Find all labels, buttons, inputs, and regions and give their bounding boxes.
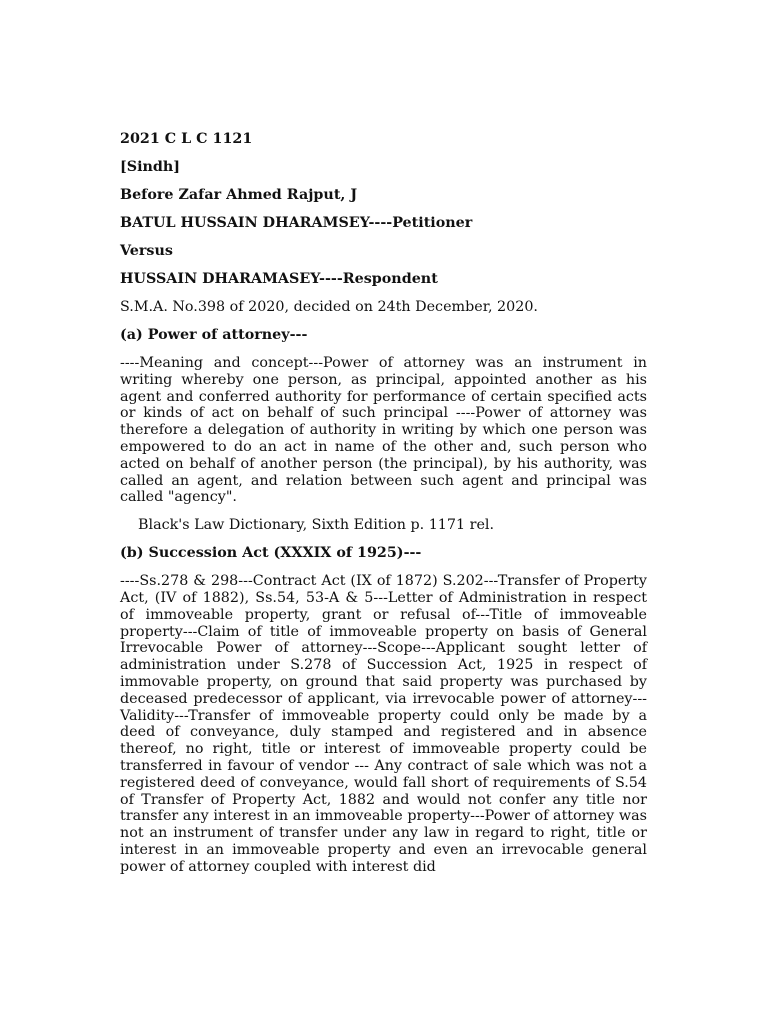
case-number: S.M.A. No.398 of 2020, decided on 24th December, 2020. [120,299,538,315]
petitioner: BATUL HUSSAIN DHARAMSEY----Petitioner [120,215,473,231]
respondent: HUSSAIN DHARAMASEY----Respondent [120,271,438,287]
section-heading-a: (a) Power of attorney--- [120,327,308,343]
section-body-a: ----Meaning and concept---Power of attorney was an instrument in writing whereby one person, as principal, appointed another as his agent and conferred authority for performance of certain specified acts or kinds of act on behalf of such principal ----Power of attorney was therefore a delegation of authority in writing by which one person was empowered to do an act in name of the other and, such person who acted on behalf of another person (the principal), by his authority, was called an agent, and relation between such agent and principal was called "agency". [120,355,647,506]
citation: 2021 C L C 1121 [120,131,253,147]
section-heading-b: (b) Succession Act (XXXIX of 1925)--- [120,545,422,562]
versus: Versus [120,243,173,259]
section-reference-a: Black's Law Dictionary, Sixth Edition p. 1171 rel. [138,517,495,534]
court-name: [Sindh] [120,159,181,175]
bench: Before Zafar Ahmed Rajput, J [120,187,358,203]
section-body-b: ----Ss.278 & 298---Contract Act (IX of 1872) S.202---Transfer of Property Act, (IV of 1882), Ss.54, 53-A & 5---Letter of Administration in respect of immoveable property, grant or refusal of---Title of immoveable property---Claim of title of immoveable property on basis of General Irrevocable Power of attorney---Scope---Applicant sought letter of administration under S.278 of Succession Act, 1925 in respect of immovable property, on ground that said property was purchased by deceased predecessor of applicant, via irrevocable power of attorney---Validity---Transfer of immoveable property could only be made by a deed of conveyance, duly stamped and registered and in absence thereof, no right, title or interest of immoveable property could be transferred in favour of vendor --- Any contract of sale which was not a registered deed of conveyance, would fall short of requirements of S.54 of Transfer of Property Act, 1882 and would not confer any title nor transfer any interest in an immoveable property---Power of attorney was not an instrument of transfer under any law in regard to right, title or interest in an immoveable property and even an irrevocable general power of attorney coupled with interest did [120,573,647,875]
judgment-page [120,131,647,876]
